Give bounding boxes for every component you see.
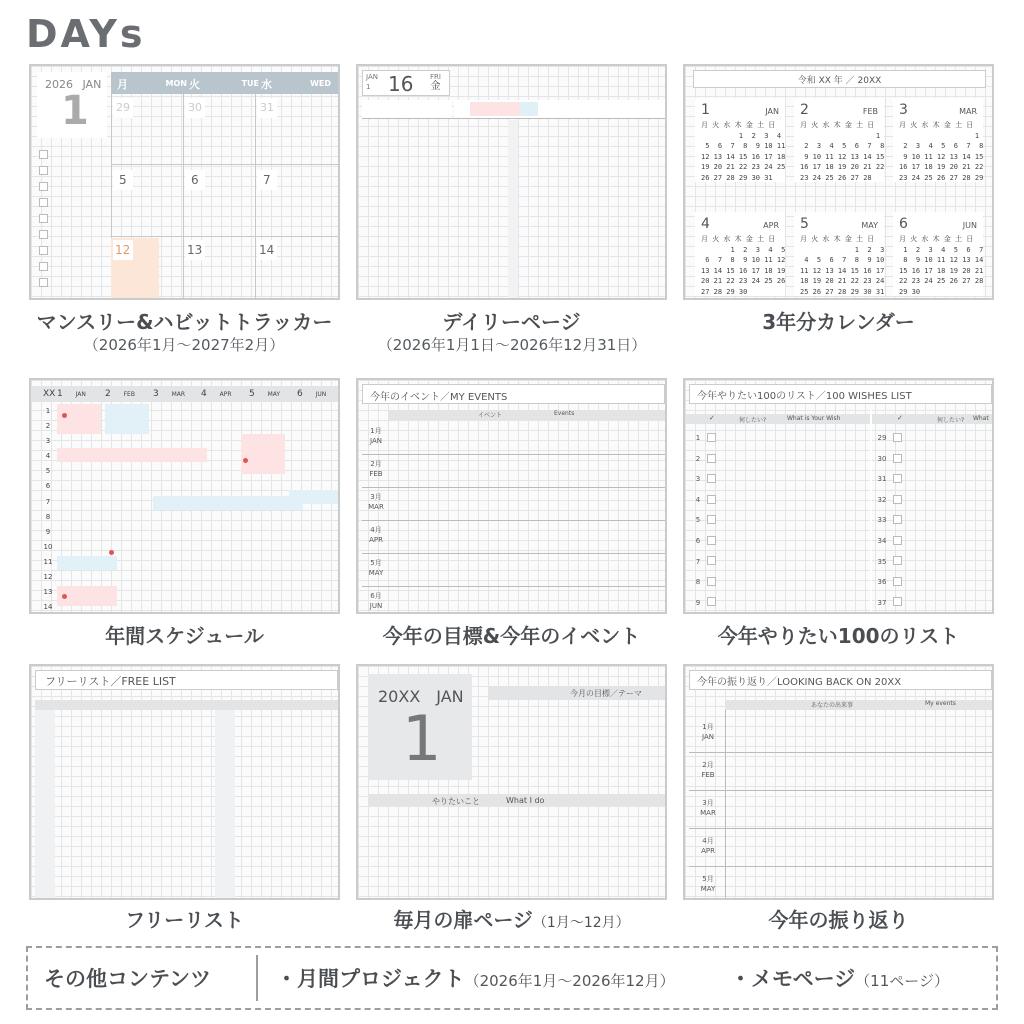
- thumb-events[interactable]: 今年のイベント／MY EVENTS イベント Events 1月 JAN 2月 FEB 3月 MAR 4月 APR 5月 MAY 6月 JUN: [356, 378, 667, 614]
- caption-monthly: マンスリー&ハビットトラッカー: [36, 310, 333, 334]
- caption-lookback: 今年の振り返り: [768, 908, 909, 932]
- thumb-wishes[interactable]: 今年やりたい100のリスト／100 WISHES LIST ✓ 何したい? What is Your Wish ✓ 何したい? What 1 2 3 4 5 6 7 8 9 29 30 31 32 33 34 35 36 37: [683, 378, 994, 614]
- footer-item-memo-count: （11ページ）: [855, 972, 949, 990]
- mini-month-num: 1: [701, 102, 710, 118]
- thumb-monthcover[interactable]: [356, 664, 667, 900]
- yearly-month-num: 2: [105, 389, 111, 399]
- mini-grid: 月 火 水 木 金 土 日 1 2 3 4 5 6 7 8 9 10 11 12 13 14 15 16 17 18 19 20 21 22 23 24 25 26 27 28 29 30 31: [800, 235, 885, 296]
- yearly-month-num: 1: [57, 389, 63, 399]
- date-cell: 7: [263, 173, 271, 187]
- yearly-month-num: 5: [249, 389, 255, 399]
- calendar3-title: 令和 XX 年 ／ 20XX: [797, 76, 882, 86]
- date-cell: 13: [187, 243, 203, 257]
- weekday-jp-1: 火: [189, 78, 200, 91]
- thumb-freelist[interactable]: [29, 664, 340, 900]
- date-cell: 6: [191, 173, 199, 187]
- wishes-col-jp: 何したい?: [739, 417, 767, 424]
- freelist-title: フリーリスト／FREE LIST: [45, 675, 176, 688]
- caption-freelist: フリーリスト: [125, 908, 244, 932]
- monthly-year: 2026: [45, 78, 73, 91]
- wishes-check: ✓: [709, 414, 715, 422]
- daily-month: JAN: [366, 73, 378, 81]
- wishes-title: 今年やりたい100のリスト／100 WISHES LIST: [697, 391, 912, 402]
- thumb-yearly[interactable]: XX 1 JAN 2 FEB 3 MAR 4 APR 5 MAY 6 JUN 1 2 3 4 5 6 7 8 9 10 11 12 13 14: [29, 378, 340, 614]
- mini-grid: 月 火 水 木 金 土 日 1 2 3 4 5 6 7 8 9 10 11 12 13 14 15 16 17 18 19 20 21 22 23 24 25 26 27 28 29 30: [899, 235, 984, 296]
- yearly-month-name: MAY: [267, 391, 281, 398]
- weekday-jp-2: 水: [261, 78, 272, 91]
- monthcover-goal-label: 今月の目標／テーマ: [570, 689, 642, 698]
- mini-grid: 月 火 水 木 金 土 日 1 2 3 4 5 6 7 8 9 10 11 12 13 14 15 16 17 18 19 20 21 22 23 24 25 26 27 28 29 30 31: [701, 121, 786, 182]
- caption-wishes: 今年やりたい100のリスト: [717, 624, 960, 648]
- yearly-month-name: APR: [219, 391, 232, 398]
- mini-month-name: FEB: [862, 107, 878, 116]
- monthcover-todo-jp: やりたいこと: [432, 797, 480, 806]
- mini-month-name: JUN: [962, 221, 977, 230]
- brand-logo: DAYs: [26, 12, 146, 56]
- footer-item-memo: [730, 963, 949, 993]
- wishes-col-jp: 何したい?: [937, 417, 965, 424]
- wishes-col-en2: What: [973, 415, 989, 422]
- daily-month-num: 1: [366, 83, 371, 91]
- thumb-lookback[interactable]: 今年の振り返り／LOOKING BACK ON 20XX あなたの出来事 My events 1月 JAN 2月 FEB 3月 MAR 4月 APR 5月 MAY: [683, 664, 994, 900]
- mini-month-num: 5: [800, 216, 809, 232]
- events-col-jp: イベント: [478, 412, 503, 419]
- mini-grid: 月 火 水 木 金 土 日 1 2 3 4 5 6 7 8 9 10 11 12 13 14 15 16 17 18 19 20 21 22 23 24 25 26 27 28: [800, 121, 885, 182]
- date-cell: 29: [116, 101, 130, 114]
- caption-yearly: 年間スケジュール: [105, 624, 264, 648]
- monthly-day: 1: [61, 88, 89, 134]
- subcaption-daily: （2026年1月1日～2026年12月31日）: [377, 336, 647, 354]
- yearly-month-name: JUN: [315, 391, 327, 398]
- events-title: 今年のイベント／MY EVENTS: [370, 392, 508, 403]
- wishes-check: ✓: [897, 414, 903, 422]
- mini-grid: 月 火 水 木 金 土 日 1 2 3 4 5 6 7 8 9 10 11 12 13 14 15 16 17 18 19 20 21 22 23 24 25 26 27 28 29 30: [701, 235, 786, 296]
- monthly-month: JAN: [82, 78, 102, 91]
- yearly-month-name: JAN: [75, 391, 86, 398]
- caption-calendar3: 3年分カレンダー: [762, 310, 915, 334]
- monthcover-day: 1: [402, 702, 442, 775]
- events-col-en: Events: [554, 410, 575, 417]
- caption-events: 今年の目標&今年のイベント: [382, 624, 641, 648]
- monthcover-year-month: 20XX JAN: [378, 687, 464, 706]
- footer-item-project: [276, 963, 675, 993]
- date-cell: 31: [260, 101, 274, 114]
- caption-daily: デイリーページ: [442, 310, 581, 334]
- thumb-daily[interactable]: [356, 64, 667, 300]
- yearly-month-name: FEB: [123, 391, 135, 398]
- weekday-jp-0: 月: [117, 78, 128, 91]
- thumb-monthly[interactable]: [29, 64, 340, 300]
- mini-month-name: MAY: [861, 221, 878, 230]
- yearly-month-num: 6: [297, 389, 303, 399]
- date-cell: 5: [119, 173, 127, 187]
- lookback-col-en: My events: [925, 700, 956, 707]
- mini-month-name: JAN: [765, 107, 779, 116]
- footer-divider: [256, 955, 258, 1001]
- daily-weekday-jp: 金: [430, 81, 441, 92]
- mini-month-num: 2: [800, 102, 809, 118]
- subcaption-monthly: （2026年1月～2027年2月）: [83, 336, 285, 354]
- mini-month-num: 3: [899, 102, 908, 118]
- weekday-en-1: TUE: [241, 79, 259, 88]
- mini-month-name: MAR: [959, 107, 977, 116]
- yearly-month-num: 3: [153, 389, 159, 399]
- lookback-col-jp: あなたの出来事: [811, 702, 854, 709]
- yearly-month-num: 4: [201, 389, 207, 399]
- caption-monthcover: [356, 904, 667, 933]
- mini-month-name: APR: [763, 221, 779, 230]
- footer-title: その他コンテンツ: [44, 967, 211, 991]
- lookback-title: 今年の振り返り／LOOKING BACK ON 20XX: [697, 677, 902, 688]
- weekday-en-0: MON: [165, 79, 187, 88]
- caption-monthcover-small: （1月～12月）: [532, 915, 630, 931]
- mini-grid: 月 火 水 木 金 土 日 1 2 3 4 5 6 7 8 9 10 11 12 13 14 15 16 17 18 19 20 21 22 23 24 25 26 27 28 29: [899, 121, 984, 182]
- caption-monthcover-main: 毎月の扉ページ: [393, 908, 533, 932]
- yearly-month-name: MAR: [171, 391, 186, 398]
- thumb-calendar3[interactable]: [683, 64, 994, 300]
- daily-day: 16: [388, 72, 414, 96]
- date-cell: 12: [115, 243, 131, 257]
- date-cell: 30: [188, 101, 202, 114]
- monthcover-todo-en: What I do: [506, 796, 545, 805]
- mini-month-num: 4: [701, 216, 710, 232]
- date-cell: 14: [259, 243, 275, 257]
- weekday-en-2: WED: [310, 79, 331, 88]
- yearly-corner: XX: [43, 389, 56, 399]
- mini-month-num: 6: [899, 216, 908, 232]
- footer-item-project-range: （2026年1月～2026年12月）: [464, 972, 675, 990]
- daily-weekday-en: FRI: [430, 73, 441, 81]
- footer-item-project-label: ・月間プロジェクト: [276, 967, 465, 991]
- footer-item-memo-label: ・メモページ: [730, 967, 856, 991]
- wishes-col-en: What is Your Wish: [787, 415, 841, 422]
